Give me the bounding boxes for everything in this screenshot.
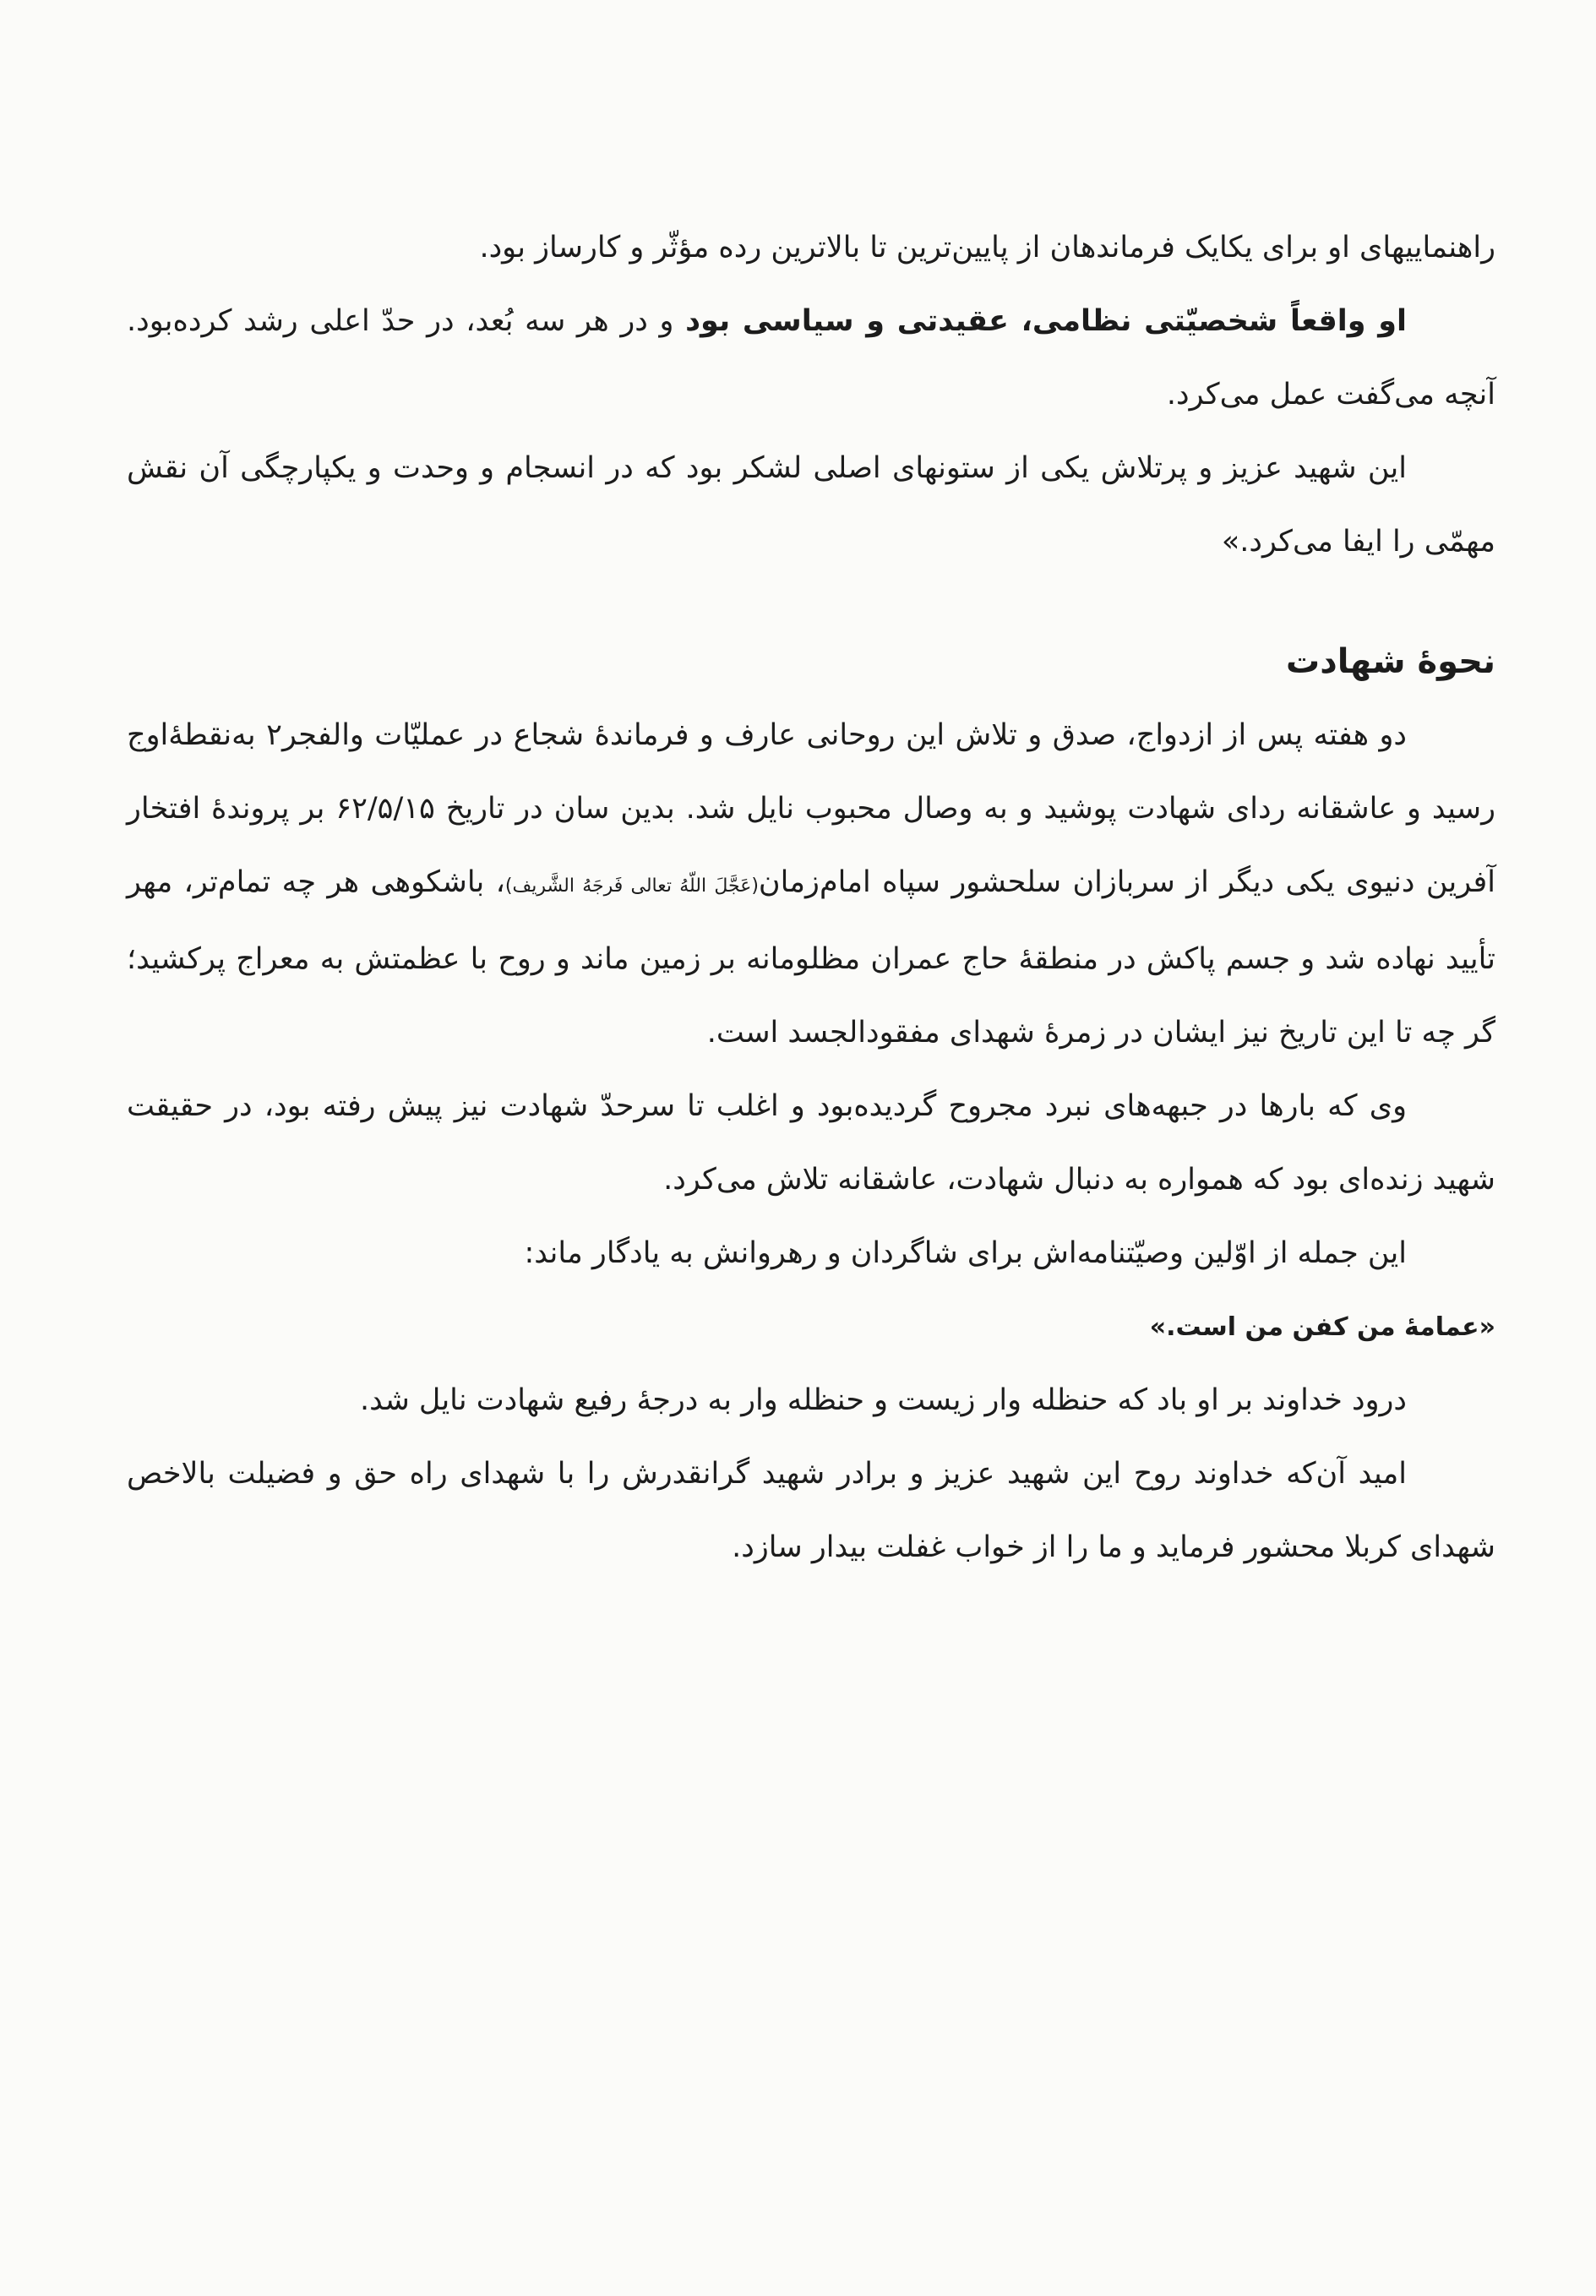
quote-line: «عمامهٔ من کفن من است.» (1149, 1312, 1495, 1342)
paragraph-wounded: وی که بارها در جبهه‌های نبرد مجروح گردیده‌بود و اغلب تا سرحدّ شهادت نیز پیش رفته بود، در حقیقت شهید زنده‌ای بود که همواره به دنبال شهادت، عاشقانه تلاش می‌کرد. (127, 1089, 1495, 1197)
paragraph-character (127, 285, 1495, 432)
paragraph-salutation: درود خداوند بر او باد که حنظله وار زیست و حنظله وار به درجهٔ رفیع شهادت نایل شد. (359, 1383, 1407, 1417)
section-heading: نحوهٔ شهادت (1286, 642, 1495, 681)
honorific-phrase: (عَجَّلَ اللّهُ تعالی فَرجَهُ الشَّریف) (504, 875, 759, 897)
paragraph-character-rest: و در هر سه بُعد، در حدّ اعلی رشد کرده‌بود. آنچه می‌گفت عمل می‌کرد. (127, 304, 1495, 412)
paragraph-martyrdom-part-b: ، باشکوهی هر چه تمام‌تر، مهر تأیید نهاده شد و جسم پاکش در منطقهٔ حاج عمران مظلومانه بر زمین ماند و روح با عظمتش به معراج پرکشید؛ گر چه تا این تاریخ نیز ایشان در زمرهٔ شهدای مفقودالجسد است. (127, 865, 1495, 1050)
paragraph-prayer: امید آن‌که خداوند روح این شهید عزیز و برادر شهید گرانقدرش را با شهدای راه حق و فضیلت بالاخص شهدای کربلا محشور فرماید و ما را از خواب غفلت بیدار سازد. (127, 1457, 1495, 1564)
document-page (127, 211, 1495, 1584)
paragraph-guidance: راهنماییهای او برای یکایک فرماندهان از پایین‌ترین تا بالاترین رده مؤثّر و کارساز بود. (479, 231, 1495, 265)
paragraph-will: این جمله از اوّلین وصیّتنامه‌اش برای شاگردان و رهروانش به یادگار ماند: (524, 1236, 1407, 1270)
paragraph-pillar: این شهید عزیز و پرتلاش یکی از ستونهای اصلی لشکر بود که در انسجام و وحدت و یکپارچگی آن نقش مهمّی را ایفا می‌کرد.» (127, 451, 1495, 559)
paragraph-martyrdom-part-a: دو هفته پس از ازدواج، صدق و تلاش این روحانی عارف و فرماندهٔ شجاع در عملیّات والفجر۲ به‌نقطهٔ‌اوج رسید و عاشقانه ردای شهادت پوشید و به وصال محبوب نایل شد. بدین سان در تاریخ ۶۲/۵/۱۵ بر پروندهٔ افتخار آفرین دنیوی یکی دیگر از سربازان سلحشور سپاه امام‌زمان (127, 718, 1495, 899)
paragraph-martyrdom (127, 699, 1495, 1070)
bold-phrase: او واقعاً شخصیّتی نظامی، عقیدتی و سیاسی بود (685, 304, 1407, 338)
